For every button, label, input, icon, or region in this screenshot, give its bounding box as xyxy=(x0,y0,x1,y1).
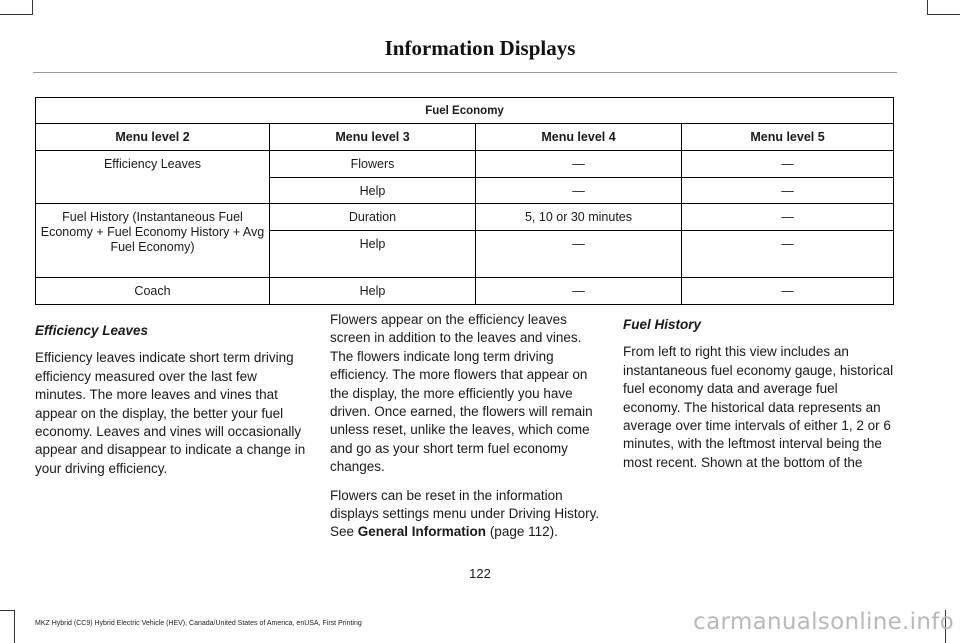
body-paragraph: Flowers appear on the efficiency leaves screen in addition to the leaves and vines. The flowers indicate long term driving efficiency. The more flowers that appear on the display, the more efficiently you have driven. Once earned, the flowers will remain unless reset, unlike the leaves, which come and go as your short term fuel economy changes. xyxy=(330,312,593,475)
column-header: Menu level 4 xyxy=(476,124,682,151)
table-caption: Fuel Economy xyxy=(36,98,894,124)
table-cell: — xyxy=(682,151,894,178)
body-text: Flowers can be reset in the information displays settings menu under Driving History. See xyxy=(330,487,600,540)
table-cell: Efficiency Leaves xyxy=(36,151,270,204)
table-cell: — xyxy=(476,278,682,305)
watermark: carmanualsonline.info xyxy=(693,609,954,635)
page-number: 122 xyxy=(469,566,491,581)
section-heading: Fuel History xyxy=(623,317,702,332)
table-cell: — xyxy=(682,178,894,204)
section-heading: Efficiency Leaves xyxy=(35,323,149,338)
body-paragraph xyxy=(330,487,602,542)
crop-mark xyxy=(927,14,960,15)
table-cell: — xyxy=(476,231,682,278)
table-row xyxy=(36,204,894,231)
table-cell: Coach xyxy=(36,278,270,305)
column-header: Menu level 2 xyxy=(36,124,270,151)
body-text: (page 112). xyxy=(486,524,558,540)
table-row xyxy=(36,151,894,178)
header-divider xyxy=(33,72,897,73)
column-header: Menu level 3 xyxy=(270,124,476,151)
table-cell: Help xyxy=(270,231,476,278)
column-fuel-history xyxy=(623,316,895,482)
column-flowers xyxy=(330,311,602,552)
page-title: Information Displays xyxy=(384,36,576,60)
table-cell: Flowers xyxy=(270,151,476,178)
table-cell: Duration xyxy=(270,204,476,231)
fuel-economy-table xyxy=(35,97,894,305)
body-paragraph: From left to right this view includes an instantaneous fuel economy gauge, historical fuel economy data and average fuel economy. The historical data represents an average over time intervals of either 1, 2 or 6 minutes, with the leftmost interval being the most recent. Shown at the bottom of the xyxy=(623,344,894,470)
footer-text: MKZ Hybrid (CC9) Hybrid Electric Vehicle (HEV), Canada/United States of America, enUSA, First Printing xyxy=(35,620,362,627)
body-paragraph: Efficiency leaves indicate short term driving efficiency measured over the last few minutes. The more leaves and vines that appear on the display, the better your fuel economy. Leaves and vines will occasionally appear and disappear to indicate a change in your driving efficiency. xyxy=(35,350,306,476)
table-cell: — xyxy=(476,151,682,178)
table-cell: Fuel History (Instantaneous Fuel Economy + Fuel Economy History + Avg Fuel Economy) xyxy=(36,204,270,278)
table-cell: Help xyxy=(270,278,476,305)
table-cell: — xyxy=(682,278,894,305)
table-cell: — xyxy=(476,178,682,204)
crop-mark xyxy=(0,14,33,15)
table-row xyxy=(36,278,894,305)
crop-mark xyxy=(927,0,928,14)
cross-reference-link[interactable]: General Information xyxy=(357,524,487,540)
column-efficiency-leaves xyxy=(35,322,307,488)
table-cell: Help xyxy=(270,178,476,204)
crop-mark xyxy=(0,610,14,611)
crop-mark xyxy=(32,0,33,14)
column-header: Menu level 5 xyxy=(682,124,894,151)
table-cell: 5, 10 or 30 minutes xyxy=(476,204,682,231)
table-cell: — xyxy=(682,204,894,231)
table-cell: — xyxy=(682,231,894,278)
crop-mark xyxy=(14,610,15,643)
